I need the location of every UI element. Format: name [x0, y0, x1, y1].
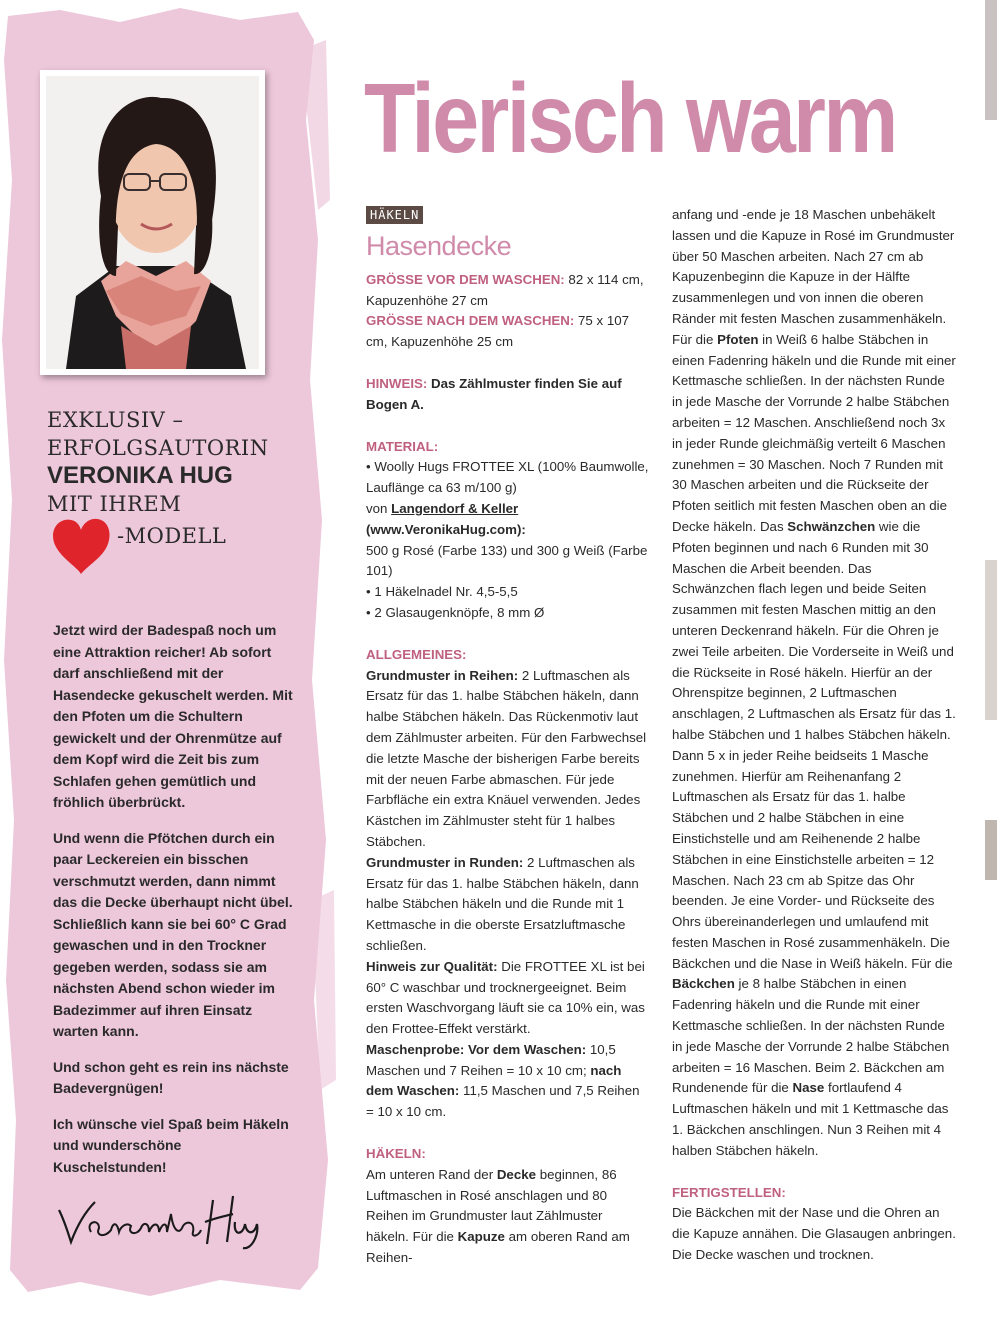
- exclusive-line-2: ERFOLGSAUTORIN: [47, 436, 269, 460]
- sidebar-intro: [53, 620, 293, 1192]
- crochet-bold-1: Decke: [496, 1166, 537, 1182]
- quality-label: Hinweis zur Qualität:: [366, 958, 498, 974]
- hint-label: HINWEIS:: [366, 375, 428, 391]
- crochet-heading: HÄKELN:: [366, 1146, 426, 1162]
- pattern-rounds: [366, 853, 649, 957]
- pattern-rows-text: 2 Luftmaschen als Ersatz für das 1. halbe Stäbchen häkeln, dann halbe Stäbchen häkeln. Das Rückenmotiv laut dem Zählmuster arbeiten. Für den Farbwechsel die letzte Masche der bisherigen Farbe bereits mit der neuen Farbe abmaschen. Für jede Farbfläche ein extra Knäuel verwenden. Jedes Kästchen im Zählmuster steht für 1 halbes Stäbchen.: [366, 667, 647, 849]
- size-after: [366, 311, 649, 353]
- finish-text: Die Bäckchen mit der Nase und die Ohren an die Kapuze annähen. Die Glasaugen anbringen. Die Decke waschen und trocknen.: [672, 1205, 956, 1263]
- crochet-bold-5: Bäckchen: [672, 976, 735, 992]
- material-supplier: [366, 499, 649, 520]
- hint-value: Das Zählmuster finden Sie auf Bogen A.: [366, 375, 622, 412]
- article-subtitle: Hasendecke: [366, 230, 512, 261]
- crochet-text-1: Am unteren Rand der: [366, 1166, 497, 1182]
- crochet-bold-2: Kapuze: [457, 1229, 505, 1245]
- gauge-text-before: 10,5 Maschen und 7 Reihen = 10 x 10 cm;: [366, 1041, 616, 1078]
- exclusive-line-1: EXKLUSIV –: [47, 408, 184, 432]
- supplier-link[interactable]: Langendorf & Keller: [391, 500, 519, 516]
- crochet-text-7: fortlaufend 4 Luftmaschen häkeln und mit 1 Kettmasche das 1. Bäckchen anschlingen. Nun 3 Reihen mit 4 halben Stäbchen häkeln.: [672, 1080, 949, 1158]
- material-amounts: 500 g Rosé (Farbe 133) und 300 g Weiß (Farbe 101): [366, 542, 648, 579]
- sidebar-paragraph-4: Ich wünsche viel Spaß beim Häkeln und wunderschöne Kuschelstunden!: [53, 1115, 289, 1175]
- material-item-2: • 1 Häkelnadel Nr. 4,5-5,5: [366, 584, 518, 600]
- hint: [366, 374, 649, 416]
- exclusive-line-4: MIT IHREM: [47, 492, 182, 516]
- crochet-text-3a: am oberen Rand am Reihen-: [366, 1229, 630, 1266]
- crochet-text-3b: anfang und -ende je 18 Maschen unbehäkelt lassen und die Kapuze in Rosé im Grundmuster über 50 Maschen arbeiten. Nach 27 cm ab Kapuzenbeginn die Kapuze in der Hälfte zusammenlegen und von innen die oberen Ränder mit festen Maschen zusammenhäkeln. Für die: [672, 207, 955, 347]
- sidebar: [0, 0, 340, 1328]
- heart-icon: [49, 516, 113, 578]
- material-supplier-prefix: von: [366, 500, 392, 516]
- author-name: VERONIKA HUG: [47, 462, 233, 489]
- article-column-2: [672, 205, 956, 1266]
- general-heading: ALLGEMEINES:: [366, 646, 467, 662]
- gauge: [366, 1040, 649, 1123]
- pattern-rounds-label: Grundmuster in Runden:: [366, 854, 524, 870]
- crochet-text-5: wie die Pfoten beginnen und nach 6 Runden mit 30 Maschen die Arbeit beenden. Das Schwänzchen flach legen und beide Seiten zusammen mit festen Maschen mittig an den unteren Deckenrand häkeln. Für die Ohren je zwei Teile arbeiten. Die Vorderseite in Weiß und die Rückseite in Rosé häkeln. Hierfür an der Ohrenspitze beginnen, 2 Luftmaschen anschlagen, 2 Luftmaschen als Ersatz für das 1. halbe Stäbchen und 1 halbes Stäbchen häkeln. Dann 5 x in jeder Reihe beidseits 1 Masche zunehmen. Hierfür am Reihenanfang 2 Luftmaschen als Ersatz für das 1. halbe Stäbchen und 2 halbe Stäbchen in eine Einstichstelle und am Reihenende 2 halbe Stäbchen in eine Einstichstelle arbeiten = 12 Maschen. Nach 23 cm ab Spitze das Ohr beenden. Je eine Vorder- und Rückseite des Ohrs übereinanderlegen und umlaufend mit festen Maschen in Rosé zusammenhäkeln. Die Bäckchen und die Nase in Weiß häkeln. Für die: [672, 518, 956, 971]
- gauge-label-before: Maschenprobe: Vor dem Waschen:: [366, 1041, 587, 1057]
- material-heading: MATERIAL:: [366, 438, 439, 454]
- pattern-rows-label: Grundmuster in Reihen:: [366, 667, 519, 683]
- crochet-body-start: [366, 1165, 649, 1269]
- crochet-body-continued: [672, 205, 956, 1162]
- size-before-value: 82 x 114 cm, Kapuzenhöhe 27 cm: [366, 271, 644, 308]
- gauge-label-after: nach dem Waschen:: [366, 1062, 622, 1099]
- quality-note: [366, 957, 649, 1040]
- gauge-text-after: 11,5 Maschen und 7,5 Reihen = 10 x 10 cm.: [366, 1083, 640, 1120]
- material-item-3: • 2 Glasaugenknöpfe, 8 mm Ø: [366, 604, 545, 620]
- page-title: Tierisch warm: [364, 63, 896, 173]
- supplier-url[interactable]: (www.VeronikaHug.com):: [366, 521, 526, 537]
- material-item-1: • Woolly Hugs FROTTEE XL (100% Baumwolle, Lauflänge ca 63 m/100 g): [366, 459, 649, 496]
- size-before-label: GRÖSSE VOR DEM WASCHEN:: [366, 271, 565, 287]
- crochet-bold-6: Nase: [792, 1080, 825, 1096]
- sidebar-paragraph-2: Und wenn die Pfötchen durch ein paar Leckereien ein bisschen verschmutzt werden, dann nimmt das die Decke überhaupt nicht übel. Schließlich kann sie bei 60° C Grad gewaschen und in den Trockner gegeben werden, sodass sie am nächsten Abend schon wieder im Badezimmer auf ihren Einsatz warten kann.: [53, 829, 293, 1039]
- author-photo: [40, 70, 265, 375]
- sidebar-paragraph-3: Und schon geht es rein ins nächste Badevergnügen!: [53, 1058, 289, 1096]
- quality-text: Die FROTTEE XL ist bei 60° C waschbar und trocknergeeignet. Beim ersten Waschvorgang läuft sie ca 10% ein, was den Frottee-Effekt verstärkt.: [366, 958, 645, 1037]
- size-before: [366, 270, 649, 312]
- crochet-text-4: in Weiß 6 halbe Stäbchen in einen Fadenring häkeln und die Runde mit einer Kettmasche schließen. In der nächsten Runde in jede Masche der Vorrunde 2 halbe Stäbchen arbeiten = 12 Maschen. Anschließend noch 3x in jeder Runde gleichmäßig verteilt 6 Maschen zunehmen = 30 Maschen. Noch 7 Runden mit 30 Maschen arbeiten und die Rückseite der Pfoten seitlich mit festen Maschen oben an die Decke häkeln. Das: [672, 331, 956, 534]
- size-after-label: GRÖSSE NACH DEM WASCHEN:: [366, 313, 575, 329]
- category-tag: HÄKELN: [366, 206, 423, 224]
- size-after-value: 75 x 107 cm, Kapuzenhöhe 25 cm: [366, 313, 630, 350]
- pattern-rounds-text: 2 Luftmaschen als Ersatz für das 1. halbe Stäbchen häkeln, dann halbe Stäbchen häkeln und die Runde mit 1 Kettmasche in die oberste Ersatzluftmasche schließen.: [366, 854, 639, 953]
- sidebar-paragraph-1: Jetzt wird der Badespaß noch um eine Attraktion reicher! Ab sofort darf anschließend mit der Hasendecke gekuschelt werden. Mit den Pfoten um die Schultern gewickelt und der Ohrenmütze auf dem Kopf wird die Zeit bis zum Schlafen gehen gemütlich und fröhlich überbrückt.: [53, 622, 293, 810]
- finish-heading: FERTIGSTELLEN:: [672, 1184, 786, 1200]
- adjacent-page-edge: [985, 0, 997, 1328]
- pattern-rows: [366, 666, 649, 853]
- exclusive-line-5: -MODELL: [117, 524, 227, 548]
- crochet-text-2: beginnen, 86 Luftmaschen in Rosé anschlagen und 80 Reihen im Grundmuster laut Zählmuster häkeln. Für die: [366, 1166, 617, 1245]
- exclusive-heading: [47, 406, 332, 576]
- crochet-bold-4: Schwänzchen: [787, 518, 876, 534]
- crochet-bold-3: Pfoten: [717, 331, 759, 347]
- article-column-1: [366, 205, 649, 1269]
- crochet-text-6: je 8 halbe Stäbchen in einen Fadenring häkeln und die Runde mit einer Kettmasche schließen. In der nächsten Runde in jede Masche der Vorrunde 2 halbe Stäbchen arbeiten = 16 Maschen. Beim 2. Bäckchen am Rundenende für die: [672, 976, 950, 1096]
- heart-row: [47, 518, 332, 576]
